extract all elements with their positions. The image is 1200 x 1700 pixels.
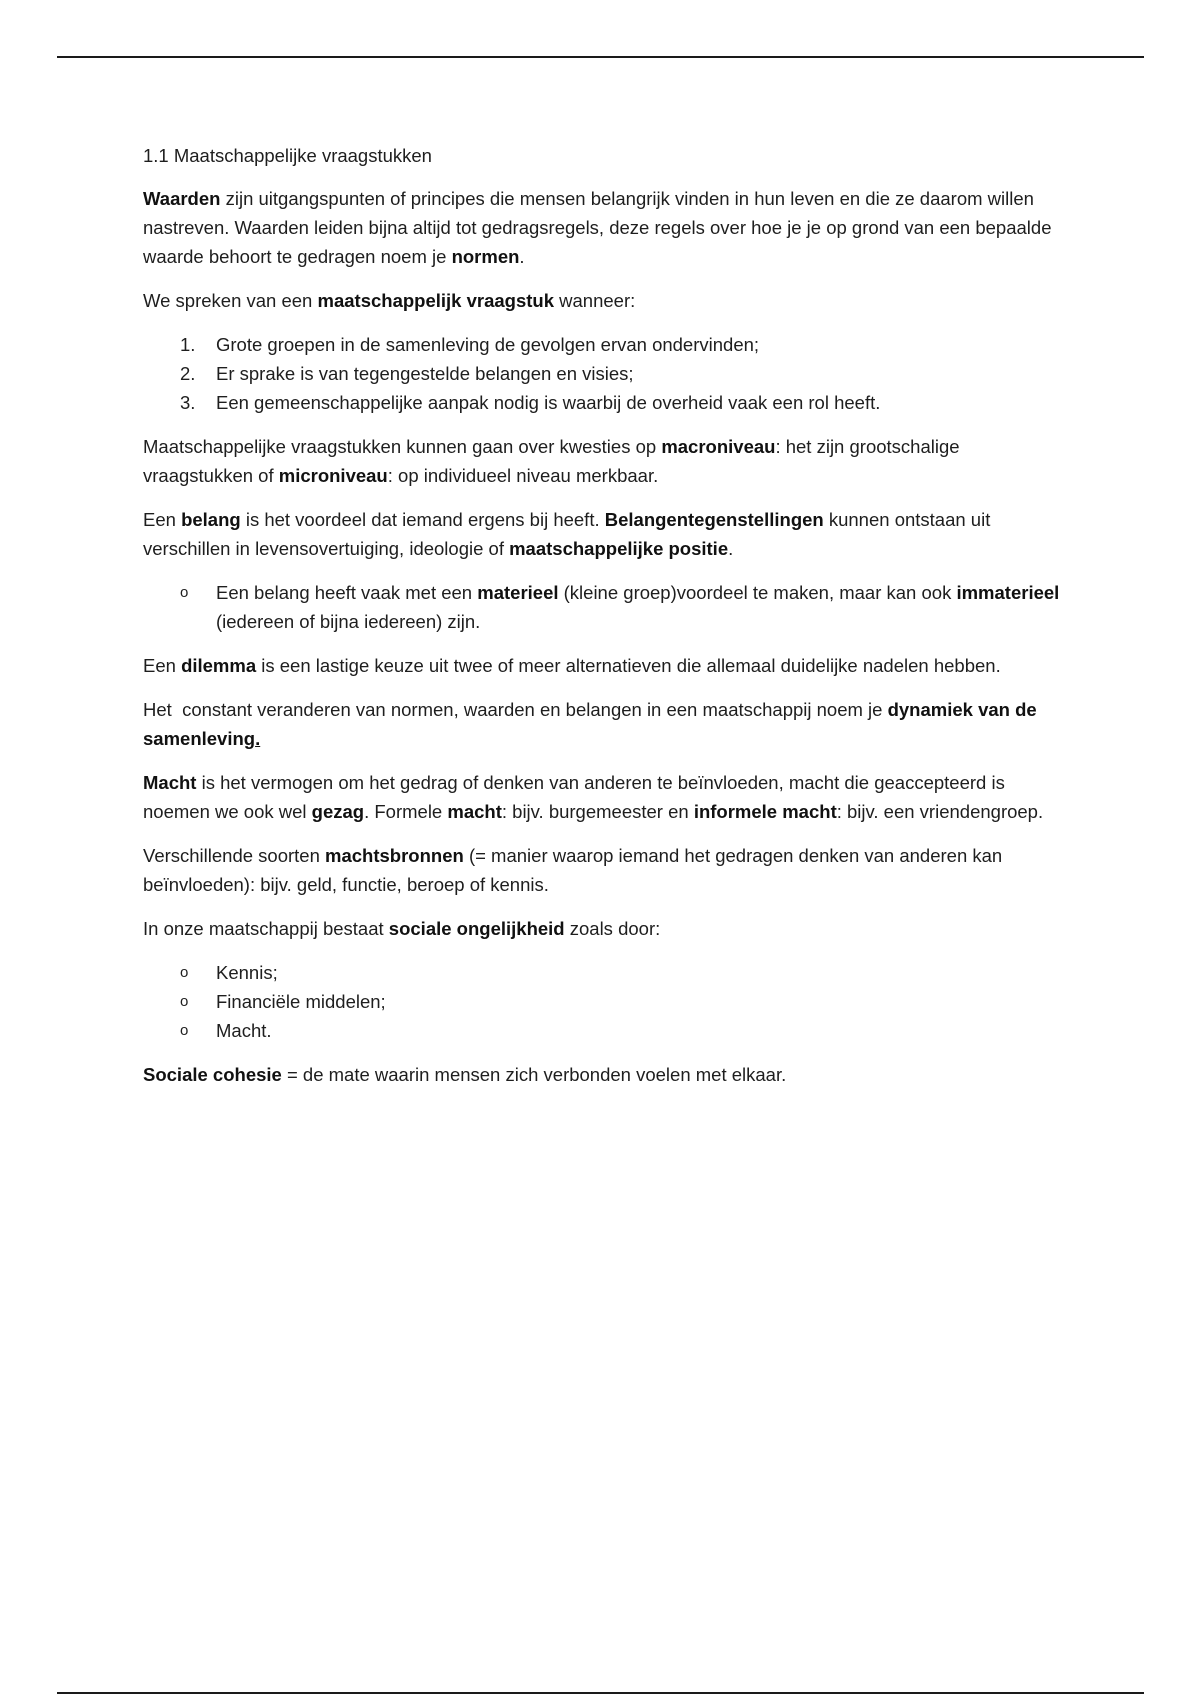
paragraph-vraagstuk	[143, 286, 1068, 315]
list-item	[143, 958, 1068, 987]
list-item-text: Een belang heeft vaak met een	[216, 582, 478, 603]
list-item	[143, 987, 1068, 1016]
paragraph-text: is het vermogen om het gedrag of denken van anderen te beïnvloeden, macht die geaccepteerd is noemen we ook wel	[143, 772, 1005, 822]
paragraph-text: : op individueel niveau merkbaar.	[387, 465, 659, 486]
term-gezag: gezag	[311, 801, 365, 822]
paragraph-cohesie	[143, 1060, 1068, 1089]
list-item-text: Een gemeenschappelijke aanpak nodig is waarbij de overheid vaak een rol heeft.	[216, 392, 881, 413]
paragraph-text: : bijv. burgemeester en	[501, 801, 694, 822]
paragraph-text: kunnen ontstaan uit verschillen in levensovertuiging, ideologie of	[143, 509, 991, 559]
term-informele-macht: informele macht	[693, 801, 837, 822]
paragraph-text: is een lastige keuze uit twee of meer alternatieven die allemaal duidelijke nadelen hebben.	[256, 655, 1001, 676]
term-belangentegenstellingen: Belangentegenstellingen	[604, 509, 824, 530]
term-sociale-ongelijkheid: sociale ongelijkheid	[388, 918, 565, 939]
bullet-list-belang	[143, 578, 1068, 636]
paragraph-text: (= manier waarop iemand het gedragen denken van anderen kan beïnvloeden): bijv. geld, functie, beroep of kennis.	[143, 845, 1003, 895]
paragraph-text: is het voordeel dat iemand ergens bij heeft.	[240, 509, 605, 530]
paragraph-dilemma	[143, 651, 1068, 680]
term-machtsbronnen: machtsbronnen	[325, 845, 464, 866]
paragraph-text: Verschillende soorten	[143, 845, 326, 866]
list-item-text: Macht.	[216, 1020, 272, 1041]
list-number: 3.	[180, 392, 196, 413]
paragraph-ongelijkheid	[143, 914, 1068, 943]
paragraph-text: . Formele	[364, 801, 448, 822]
term-belang: belang	[181, 509, 241, 530]
term-normen: normen	[451, 246, 520, 267]
paragraph-text: In onze maatschappij bestaat	[143, 918, 389, 939]
paragraph-dynamiek	[143, 695, 1068, 753]
paragraph-text: : bijv. een vriendengroep.	[836, 801, 1044, 822]
footer-rule	[57, 1692, 1144, 1694]
list-item	[143, 330, 1068, 359]
term-sociale-cohesie: Sociale cohesie	[143, 1064, 282, 1085]
paragraph-text: = de mate waarin mensen zich verbonden voelen met elkaar.	[281, 1064, 787, 1085]
term-maatschappelijk-vraagstuk: maatschappelijk vraagstuk	[317, 290, 554, 311]
circle-bullet-icon: o	[180, 993, 189, 1010]
circle-bullet-icon: o	[180, 584, 189, 601]
circle-bullet-icon: o	[180, 964, 189, 981]
term-immaterieel: immaterieel	[956, 582, 1060, 603]
list-item	[143, 388, 1068, 417]
term-formele-macht: macht	[447, 801, 502, 822]
list-item	[143, 359, 1068, 388]
paragraph-macht	[143, 768, 1068, 826]
term-dilemma: dilemma	[181, 655, 257, 676]
paragraph-machtsbronnen	[143, 841, 1068, 899]
term-dynamiek: dynamiek van de samenleving	[143, 699, 1037, 749]
list-item-text: Grote groepen in de samenleving de gevolgen ervan ondervinden;	[216, 334, 760, 355]
list-item-text: (iedereen of bijna iedereen) zijn.	[216, 611, 481, 632]
numbered-list	[143, 330, 1068, 417]
list-item-text: Financiële middelen;	[216, 991, 386, 1012]
list-number: 2.	[180, 363, 196, 384]
paragraph-text: Een	[143, 655, 182, 676]
paragraph-text: Maatschappelijke vraagstukken kunnen gaan over kwesties op	[143, 436, 662, 457]
list-number: 1.	[180, 334, 196, 355]
underlined-period: .	[255, 728, 261, 749]
term-microniveau: microniveau	[278, 465, 388, 486]
paragraph-text: wanneer:	[554, 290, 636, 311]
list-item	[143, 1016, 1068, 1045]
paragraph-waarden	[143, 184, 1068, 271]
circle-bullet-icon: o	[180, 1022, 189, 1039]
paragraph-text: : het zijn grootschalige vraagstukken of	[143, 436, 960, 486]
term-materieel: materieel	[477, 582, 559, 603]
list-item-text: (kleine groep)voordeel te maken, maar kan ook	[558, 582, 957, 603]
list-item	[143, 578, 1068, 636]
header-rule	[57, 56, 1144, 58]
term-macroniveau: macroniveau	[661, 436, 776, 457]
paragraph-text: zoals door:	[564, 918, 661, 939]
term-maatschappelijke-positie: maatschappelijke positie	[509, 538, 729, 559]
section-title: 1.1 Maatschappelijke vraagstukken	[143, 145, 432, 166]
document-body	[143, 141, 1068, 1104]
paragraph-niveaus	[143, 432, 1068, 490]
term-waarden: Waarden	[143, 188, 221, 209]
paragraph-belang	[143, 505, 1068, 563]
term-macht: Macht	[143, 772, 197, 793]
bullet-list-ongelijkheid	[143, 958, 1068, 1045]
paragraph-text: We spreken van een	[143, 290, 318, 311]
paragraph-text: zijn uitgangspunten of principes die mensen belangrijk vinden in hun leven en die ze daarom willen nastreven. Waarden leiden bijna altijd tot gedragsregels, deze regels over hoe je je op grond van een bepaalde waarde behoort te gedragen noem je	[143, 188, 1052, 267]
paragraph-text: .	[728, 538, 734, 559]
paragraph-text: Het constant veranderen van normen, waarden en belangen in een maatschappij noem je	[143, 699, 888, 720]
paragraph-text: .	[519, 246, 525, 267]
list-item-text: Er sprake is van tegengestelde belangen en visies;	[216, 363, 634, 384]
list-item-text: Kennis;	[216, 962, 278, 983]
paragraph-text: Een	[143, 509, 182, 530]
